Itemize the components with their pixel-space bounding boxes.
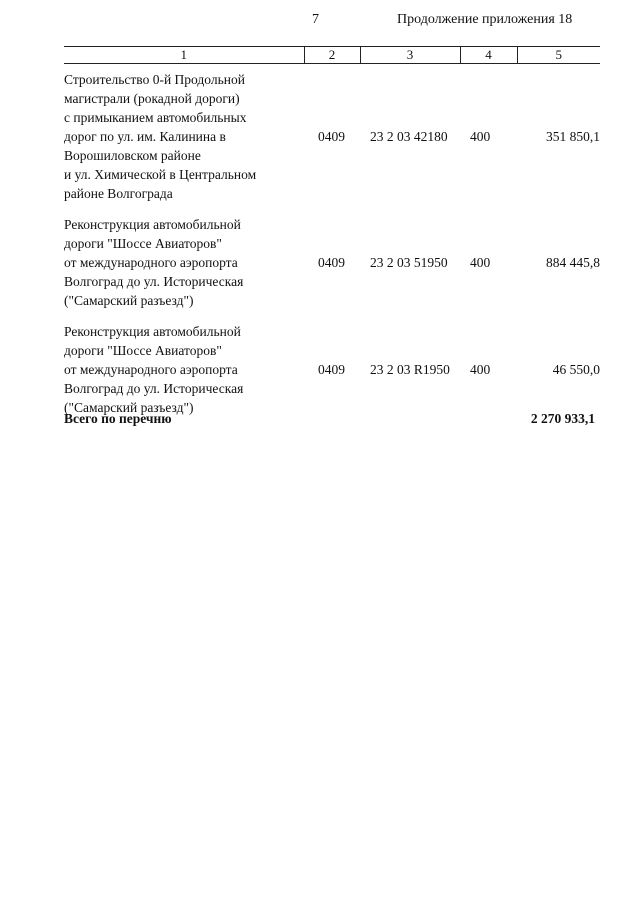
object-name-line: от международного аэропорта xyxy=(64,362,238,377)
total-amount: 2 270 933,1 xyxy=(530,411,595,426)
object-name-line: дороги "Шоссе Авиаторов" xyxy=(64,343,222,358)
object-name xyxy=(64,209,304,316)
total-label: Всего по перечню xyxy=(64,411,172,426)
expense-type-code: 400 xyxy=(470,129,491,144)
object-name xyxy=(64,64,304,210)
amount-value: 351 850,1 xyxy=(546,129,600,144)
table-row xyxy=(64,316,600,423)
object-name xyxy=(64,316,304,423)
expense-type-code: 400 xyxy=(470,362,491,377)
column-number-row xyxy=(64,47,600,64)
target-article-code: 23 2 03 42180 xyxy=(370,129,448,144)
object-name-line: дорог по ул. им. Калинина в xyxy=(64,129,226,144)
object-name-line: от международного аэропорта xyxy=(64,255,238,270)
object-name-line: с примыканием автомобильных xyxy=(64,110,247,125)
column-header-1: 1 xyxy=(64,47,304,64)
section-code: 0409 xyxy=(318,362,345,377)
page-number: 7 xyxy=(312,12,319,27)
target-article-code: 23 2 03 51950 xyxy=(370,255,448,270)
section-code: 0409 xyxy=(318,129,345,144)
appendix-continuation-title: Продолжение приложения 18 xyxy=(397,12,573,27)
object-name-line: районе Волгограда xyxy=(64,186,173,201)
expense-type-code: 400 xyxy=(470,255,491,270)
column-header-3: 3 xyxy=(360,47,460,64)
table-row xyxy=(64,209,600,316)
object-name-line: Волгоград до ул. Историческая xyxy=(64,274,244,289)
object-name-line: Волгоград до ул. Историческая xyxy=(64,381,244,396)
object-name-line: ("Самарский разъезд") xyxy=(64,400,194,415)
column-header-2: 2 xyxy=(304,47,360,64)
object-name-line: ("Самарский разъезд") xyxy=(64,293,194,308)
table-row xyxy=(64,64,600,210)
target-article-code: 23 2 03 R1950 xyxy=(370,362,450,377)
section-code: 0409 xyxy=(318,255,345,270)
object-name-line: Ворошиловском районе xyxy=(64,148,201,163)
object-name-line: Реконструкция автомобильной xyxy=(64,324,241,339)
amount-value: 884 445,8 xyxy=(546,255,600,270)
object-name-line: Реконструкция автомобильной xyxy=(64,217,241,232)
amount-value: 46 550,0 xyxy=(552,362,600,377)
object-name-line: магистрали (рокадной дороги) xyxy=(64,91,240,106)
object-name-line: и ул. Химической в Центральном xyxy=(64,167,257,182)
object-name-line: Строительство 0-й Продольной xyxy=(64,72,245,87)
column-header-4: 4 xyxy=(460,47,517,64)
column-header-5: 5 xyxy=(517,47,600,64)
object-name-line: дороги "Шоссе Авиаторов" xyxy=(64,236,222,251)
appendix-table xyxy=(64,46,600,423)
